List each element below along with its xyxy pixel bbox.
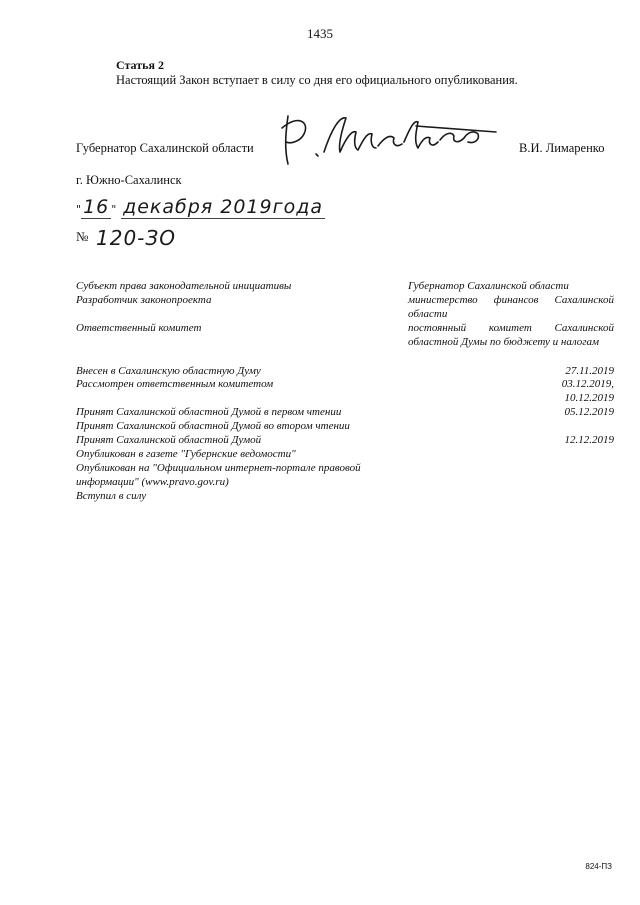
governor-title: Губернатор Сахалинской области — [76, 141, 254, 155]
article-text: Настоящий Закон вступает в силу со дня его официального опубликования. — [116, 73, 518, 87]
submitted-date: 27.11.2019 — [565, 365, 614, 377]
date-quote-close: " — [111, 203, 117, 216]
developer-value: министерство финансов Сахалинской области — [408, 294, 614, 320]
committee-value: постоянный комитет Сахалинской областной Думы по бюджету и налогам — [408, 322, 614, 348]
governor-name: В.И. Лимаренко — [519, 141, 605, 155]
first-reading-label: Принят Сахалинской областной Думой в первом чтении — [76, 406, 342, 418]
submitted-label: Внесен в Сахалинскую областную Думу — [76, 365, 261, 377]
law-number: 120-ЗО — [96, 226, 176, 250]
date-day: 16 — [83, 196, 110, 218]
city-name: г. Южно-Сахалинск — [76, 173, 182, 187]
subject-label: Субъект права законодательной инициативы — [76, 280, 292, 292]
committee-label: Ответственный комитет — [76, 322, 202, 334]
second-reading-label: Принят Сахалинской областной Думой во втором чтении — [76, 420, 350, 432]
adopted-date: 12.12.2019 — [564, 434, 614, 446]
subject-value: Губернатор Сахалинской области — [408, 280, 569, 292]
number-symbol: № — [76, 229, 89, 244]
reviewed-date-2: 10.12.2019 — [564, 392, 614, 404]
adopted-label: Принят Сахалинской областной Думой — [76, 434, 262, 446]
first-reading-date: 05.12.2019 — [564, 406, 614, 418]
signing-date — [76, 196, 325, 219]
effective-label: Вступил в силу — [76, 490, 147, 502]
page-number: 1435 — [307, 26, 333, 41]
date-month-year: декабря 2019года — [123, 196, 323, 218]
published-newspaper-label: Опубликован в газете "Губернские ведомости" — [76, 448, 296, 460]
reviewed-label: Рассмотрен ответственным комитетом — [76, 378, 274, 390]
governor-signature — [268, 108, 500, 168]
article-title: Статья 2 — [116, 58, 164, 72]
document-code: 824-ПЗ — [585, 862, 612, 871]
date-quote-open: " — [76, 203, 82, 216]
published-portal-label: Опубликован на "Официальном интернет-портале правовой информации" (www.pravo.gov.ru) — [76, 462, 361, 488]
reviewed-date-1: 03.12.2019, — [561, 378, 614, 390]
developer-label: Разработчик законопроекта — [76, 294, 212, 306]
